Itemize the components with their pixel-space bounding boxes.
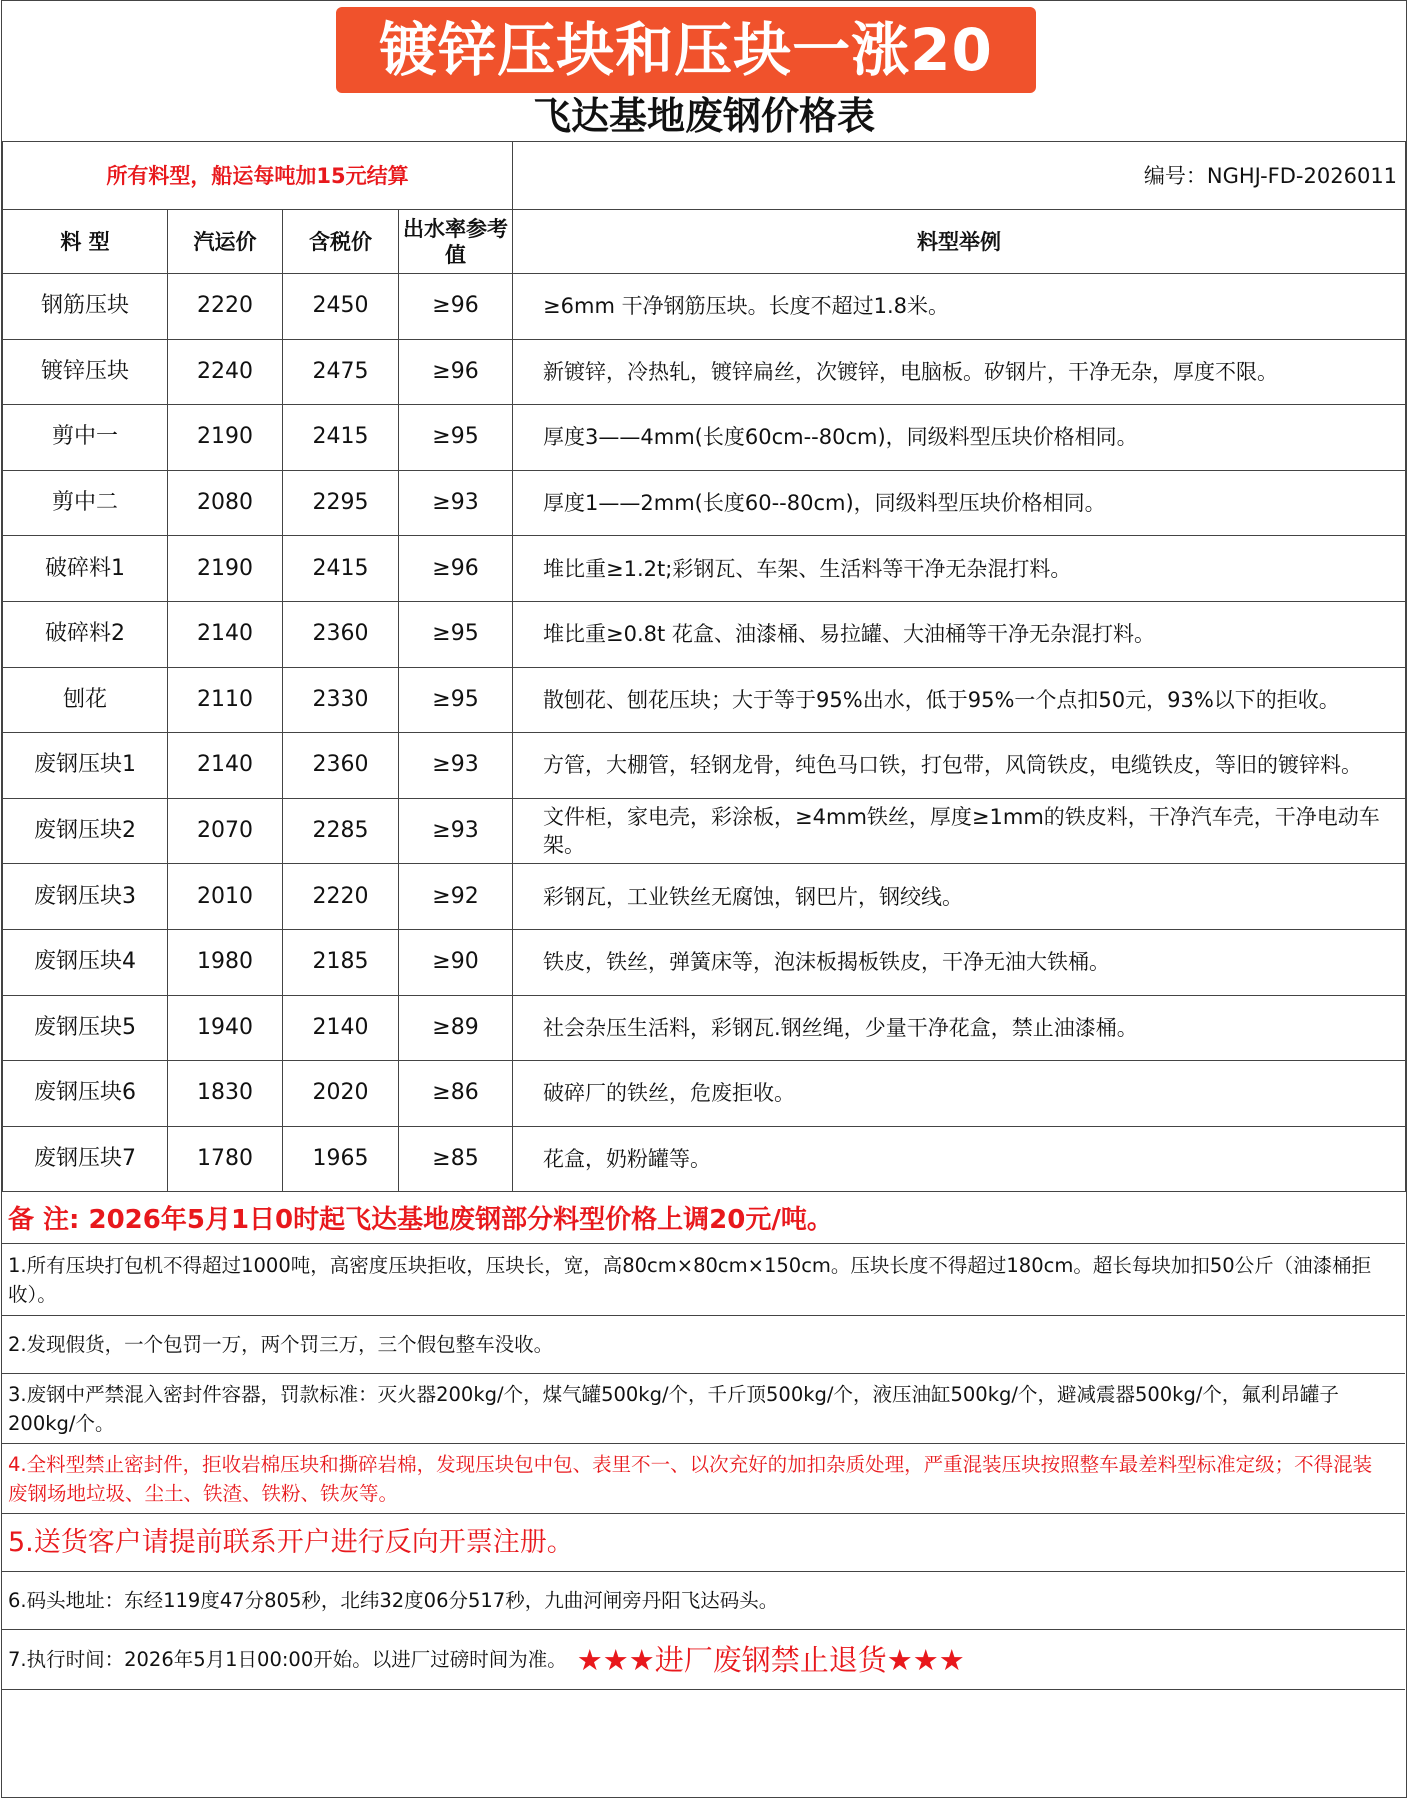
no-return-warning: ★★★进厂废钢禁止退货★★★ xyxy=(576,1642,965,1677)
cell-yield: ≥96 xyxy=(399,339,513,405)
cell-type: 剪中一 xyxy=(3,405,168,471)
cell-tax-price: 2285 xyxy=(283,798,399,864)
table-row xyxy=(3,667,1406,733)
table-row xyxy=(3,1126,1406,1192)
remark: 备 注: 2026年5月1日0时起飞达基地废钢部分料型价格上调20元/吨。 xyxy=(2,1197,1405,1244)
note-1: 1.所有压块打包机不得超过1000吨，高密度压块拒收，压块长，宽，高80cm×80cm×150cm。压块长度不得超过180cm。超长每块加扣50公斤（油漆桶拒收）。 xyxy=(2,1244,1405,1316)
table-row xyxy=(3,536,1406,602)
doc-number: 编号：NGHJ-FD-2026011 xyxy=(513,142,1406,210)
note-7 xyxy=(2,1630,1405,1690)
cell-yield: ≥96 xyxy=(399,536,513,602)
cell-examples: ≥6mm 干净钢筋压块。长度不超过1.8米。 xyxy=(513,274,1406,340)
table-row xyxy=(3,601,1406,667)
cell-yield: ≥93 xyxy=(399,470,513,536)
cell-truck-price: 1980 xyxy=(168,929,283,995)
cell-tax-price: 1965 xyxy=(283,1126,399,1192)
cell-type: 破碎料1 xyxy=(3,536,168,602)
note-7-text: 7.执行时间：2026年5月1日00:00开始。以进厂过磅时间为准。 xyxy=(8,1647,567,1671)
cell-tax-price: 2475 xyxy=(283,339,399,405)
note-6: 6.码头地址：东经119度47分805秒，北纬32度06分517秒，九曲河闸旁丹阳飞达码头。 xyxy=(2,1572,1405,1630)
cell-examples: 堆比重≥0.8t 花盒、油漆桶、易拉罐、大油桶等干净无杂混打料。 xyxy=(513,601,1406,667)
page-title: 飞达基地废钢价格表 xyxy=(532,94,875,138)
cell-type: 废钢压块6 xyxy=(3,1061,168,1127)
cell-truck-price: 2190 xyxy=(168,536,283,602)
cell-type: 钢筋压块 xyxy=(3,274,168,340)
table-row xyxy=(3,339,1406,405)
cell-tax-price: 2185 xyxy=(283,929,399,995)
cell-truck-price: 2140 xyxy=(168,601,283,667)
cell-type: 破碎料2 xyxy=(3,601,168,667)
cell-tax-price: 2220 xyxy=(283,864,399,930)
cell-truck-price: 2080 xyxy=(168,470,283,536)
cell-tax-price: 2295 xyxy=(283,470,399,536)
cell-examples: 散刨花、刨花压块；大于等于95%出水，低于95%一个点扣50元，93%以下的拒收。 xyxy=(513,667,1406,733)
cell-type: 废钢压块3 xyxy=(3,864,168,930)
note-2: 2.发现假货，一个包罚一万，两个罚三万，三个假包整车没收。 xyxy=(2,1316,1405,1374)
cell-examples: 厚度1——2mm(长度60--80cm)，同级料型压块价格相同。 xyxy=(513,470,1406,536)
table-row xyxy=(3,995,1406,1061)
price-sheet xyxy=(1,0,1407,1798)
col-header-yield: 出水率参考值 xyxy=(399,210,513,274)
cell-examples: 破碎厂的铁丝，危废拒收。 xyxy=(513,1061,1406,1127)
cell-yield: ≥95 xyxy=(399,601,513,667)
cell-truck-price: 1940 xyxy=(168,995,283,1061)
cell-yield: ≥90 xyxy=(399,929,513,995)
cell-yield: ≥92 xyxy=(399,864,513,930)
cell-truck-price: 1780 xyxy=(168,1126,283,1192)
cell-yield: ≥95 xyxy=(399,405,513,471)
cell-tax-price: 2450 xyxy=(283,274,399,340)
cell-tax-price: 2415 xyxy=(283,405,399,471)
cell-tax-price: 2140 xyxy=(283,995,399,1061)
cell-yield: ≥89 xyxy=(399,995,513,1061)
cell-truck-price: 2070 xyxy=(168,798,283,864)
note-3: 3.废钢中严禁混入密封件容器，罚款标准：灭火器200kg/个，煤气罐500kg/个，千斤顶500kg/个，液压油缸500kg/个，避减震器500kg/个，氟利昂罐子200kg/个。 xyxy=(2,1374,1405,1444)
cell-type: 镀锌压块 xyxy=(3,339,168,405)
cell-yield: ≥85 xyxy=(399,1126,513,1192)
table-row xyxy=(3,1061,1406,1127)
cell-examples: 堆比重≥1.2t;彩钢瓦、车架、生活料等干净无杂混打料。 xyxy=(513,536,1406,602)
note-4: 4.全料型禁止密封件，拒收岩棉压块和撕碎岩棉，发现压块包中包、表里不一、以次充好的加扣杂质处理，严重混装压块按照整车最差料型标准定级；不得混装废钢场地垃圾、尘土、铁渣、铁粉、铁灰等。 xyxy=(2,1444,1405,1514)
cell-tax-price: 2360 xyxy=(283,733,399,799)
cell-truck-price: 2240 xyxy=(168,339,283,405)
table-row xyxy=(3,405,1406,471)
title-area xyxy=(2,1,1406,142)
table-row xyxy=(3,470,1406,536)
cell-tax-price: 2330 xyxy=(283,667,399,733)
table-row xyxy=(3,798,1406,864)
table-row xyxy=(3,929,1406,995)
notes-section xyxy=(2,1197,1405,1690)
cell-examples: 花盒，奶粉罐等。 xyxy=(513,1126,1406,1192)
cell-yield: ≥96 xyxy=(399,274,513,340)
cell-tax-price: 2415 xyxy=(283,536,399,602)
cell-type: 废钢压块5 xyxy=(3,995,168,1061)
cell-examples: 厚度3——4mm(长度60cm--80cm)，同级料型压块价格相同。 xyxy=(513,405,1406,471)
cell-truck-price: 2110 xyxy=(168,667,283,733)
cell-type: 废钢压块1 xyxy=(3,733,168,799)
cell-examples: 新镀锌，冷热轧，镀锌扁丝，次镀锌，电脑板。矽钢片，干净无杂，厚度不限。 xyxy=(513,339,1406,405)
table-row xyxy=(3,274,1406,340)
cell-yield: ≥95 xyxy=(399,667,513,733)
cell-examples: 社会杂压生活料，彩钢瓦.钢丝绳，少量干净花盒，禁止油漆桶。 xyxy=(513,995,1406,1061)
table-row xyxy=(3,733,1406,799)
price-table xyxy=(2,141,1406,1192)
cell-yield: ≥86 xyxy=(399,1061,513,1127)
price-increase-banner: 镀锌压块和压块一涨20 xyxy=(336,7,1036,93)
cell-type: 废钢压块7 xyxy=(3,1126,168,1192)
col-header-type: 料 型 xyxy=(3,210,168,274)
cell-tax-price: 2020 xyxy=(283,1061,399,1127)
cell-truck-price: 2190 xyxy=(168,405,283,471)
cell-yield: ≥93 xyxy=(399,733,513,799)
cell-examples: 彩钢瓦，工业铁丝无腐蚀，钢巴片，钢绞线。 xyxy=(513,864,1406,930)
cell-yield: ≥93 xyxy=(399,798,513,864)
cell-examples: 方管，大棚管，轻钢龙骨，纯色马口铁，打包带，风筒铁皮，电缆铁皮，等旧的镀锌料。 xyxy=(513,733,1406,799)
cell-examples: 铁皮，铁丝，弹簧床等，泡沫板揭板铁皮，干净无油大铁桶。 xyxy=(513,929,1406,995)
col-header-tax-price: 含税价 xyxy=(283,210,399,274)
table-row xyxy=(3,864,1406,930)
cell-type: 废钢压块2 xyxy=(3,798,168,864)
cell-type: 刨花 xyxy=(3,667,168,733)
cell-type: 废钢压块4 xyxy=(3,929,168,995)
cell-examples: 文件柜，家电壳，彩涂板，≥4mm铁丝，厚度≥1mm的铁皮料，干净汽车壳，干净电动车架。 xyxy=(513,798,1406,864)
col-header-truck-price: 汽运价 xyxy=(168,210,283,274)
shipping-note: 所有料型，船运每吨加15元结算 xyxy=(3,142,513,210)
info-row xyxy=(3,142,1406,210)
note-5: 5.送货客户请提前联系开户进行反向开票注册。 xyxy=(2,1514,1405,1572)
cell-truck-price: 2010 xyxy=(168,864,283,930)
col-header-examples: 料型举例 xyxy=(513,210,1406,274)
cell-truck-price: 2220 xyxy=(168,274,283,340)
cell-tax-price: 2360 xyxy=(283,601,399,667)
cell-truck-price: 2140 xyxy=(168,733,283,799)
cell-type: 剪中二 xyxy=(3,470,168,536)
cell-truck-price: 1830 xyxy=(168,1061,283,1127)
table-header xyxy=(3,210,1406,274)
